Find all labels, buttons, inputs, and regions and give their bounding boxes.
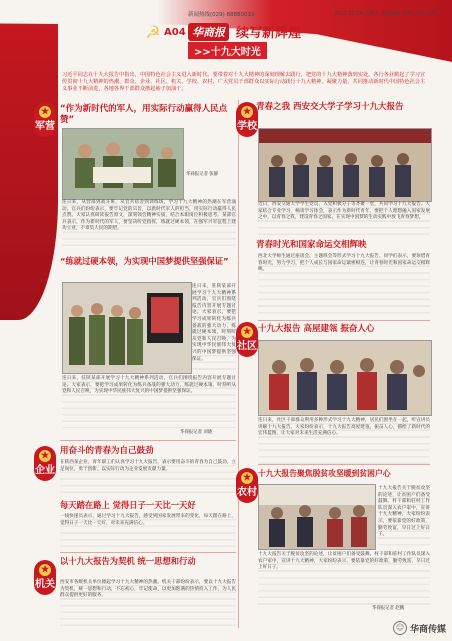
soldiers-screen-image bbox=[63, 283, 191, 373]
tag-enterprise bbox=[34, 446, 56, 481]
village-body: 十九大报告关于脱贫攻坚的论述，让贫困户们备受鼓舞。村干部和驻村工作队员深入农户家中，宣讲十九大精神，大家纷纷表示，要依靠党的好政策，勤劳致富，早日过上好日子。 bbox=[258, 552, 430, 606]
school-photo bbox=[258, 128, 432, 202]
enterprise-headline-2: 每天踏在路上 觉得日子一天比一天好 bbox=[60, 500, 196, 510]
star-icon: ★ bbox=[242, 473, 252, 483]
hotline-text: 新闻热线(029) 88880033 bbox=[188, 12, 255, 18]
tag-village bbox=[236, 468, 258, 503]
tag-army-label: 军营 bbox=[35, 121, 55, 132]
village-body-side: 十九大报告关于脱贫攻坚的论述，让贫困户们备受鼓舞。村干部和驻村工作队员深入农户家中，宣讲十九大精神，大家纷纷表示，要依靠党的好政策，勤劳致富，早日过上好日子。 bbox=[378, 486, 430, 548]
tag-agency bbox=[34, 560, 56, 595]
subtitle-bar: >>十九大时光 bbox=[188, 42, 267, 59]
star-icon: ★ bbox=[40, 565, 50, 575]
army-body-1: 连日来，从营部到战斗班，从官兵宿舍到训练场，学习十九大精神的热潮在军营涌动。官兵们纷纷表示，要牢记党的宗旨，以新时代军人的担当，用实际行动赢得人民点赞。大家认真研读报告原文，深刻领会精神实质，结合本职岗位积极思考。某部官兵表示，作为新时代的军人，要坚决听党指挥，练就过硬本领，在强军兴军征程上建功立业，不辜负人民的期望。 bbox=[62, 200, 236, 250]
community-photo bbox=[258, 340, 432, 416]
section-divider-right-2 bbox=[258, 464, 430, 465]
village-headline: 十九大报告聚焦脱贫攻坚暖到贫困户心 bbox=[258, 469, 391, 478]
tag-enterprise-label: 企业 bbox=[35, 465, 55, 476]
community-body: 连日来，社区干部群众利用多种形式学习十九大精神，居民们围坐在一起，听宣讲员讲解十九大报告。大家纷纷表示，十九大报告高屋建瓴、振奋人心，描绘了新时代的宏伟蓝图，让大家对未来生活充满信心。 bbox=[258, 418, 430, 466]
soldiers-reading-image bbox=[63, 129, 183, 199]
army-headline-1: “作为新时代的军人，用实际行动赢得人民点赞” bbox=[60, 104, 228, 125]
watermark bbox=[393, 621, 446, 635]
village-credit: 华商报记者 赵鹏 bbox=[372, 606, 405, 611]
section-title: 续写新辉煌 bbox=[236, 26, 302, 41]
tag-school bbox=[236, 102, 258, 137]
issue-line: 2017.11.24 星期五 策划编辑 张晓 美编 刘博 bbox=[334, 11, 436, 17]
star-icon: ★ bbox=[242, 107, 252, 117]
tag-community bbox=[236, 322, 258, 357]
community-headline: 十九大报告 高屋建瓴 振奋人心 bbox=[258, 324, 375, 334]
party-emblem-icon: ☭ bbox=[145, 23, 161, 43]
column-divider bbox=[238, 100, 239, 628]
residents-meeting-image bbox=[259, 341, 431, 415]
students-meeting-image bbox=[259, 129, 431, 201]
page-number: A04 bbox=[164, 27, 186, 38]
school-body-2: 西北大学师生通过座谈会、主题班会等形式学习十九大报告。同学们表示，要珍惜青春时光，努力学习，把个人成长与国家命运紧密相连，让青春时光和国家命运交相辉映。 bbox=[258, 254, 430, 318]
page-header bbox=[0, 0, 452, 62]
army-headline-2: “练就过硬本领，为实现中国梦提供坚强保证” bbox=[60, 256, 229, 266]
school-headline-1: 青春之我 西安交大学子学习十九大报告 bbox=[256, 102, 404, 112]
army-photo-2 bbox=[62, 282, 192, 374]
watermark-text: 华商传媒 bbox=[409, 624, 446, 635]
school-body-1: 近日，西安交通大学学生党员、入党积极分子等齐聚一堂，共同学习十九大报告。大家结合专业学习，畅谈学习体会，表示作为新时代青年，要把个人理想融入国家发展之中，以青春之我，建设青春之国家，在实现中国梦的生动实践中放飞青春梦想。 bbox=[258, 202, 430, 238]
army-credit-2: 华商报记者 刘晓 bbox=[180, 430, 213, 435]
school-headline-2: 青春时光和国家命运交相辉映 bbox=[256, 240, 367, 250]
army-photo-credit-1: 华商报记者 张静 bbox=[186, 172, 219, 177]
star-icon: ★ bbox=[40, 107, 50, 117]
army-photo-1 bbox=[62, 128, 184, 200]
agency-headline: 以十九大报告为契机 统一思想和行动 bbox=[60, 556, 196, 566]
village-photo bbox=[258, 484, 376, 550]
section-divider-right-1 bbox=[258, 320, 430, 321]
tag-school-label: 学校 bbox=[237, 121, 257, 132]
wechat-icon: ☺ bbox=[393, 621, 407, 635]
section-divider-left-2 bbox=[60, 552, 236, 553]
enterprise-body-2: 一线快递员表示，通过学习十九大报告，感受到国家发展带来的变化，每天踏在路上，觉得日子一天比一天好，对未来充满信心。 bbox=[60, 514, 236, 548]
tag-community-label: 社区 bbox=[237, 341, 257, 352]
tag-agency-label: 机关 bbox=[35, 579, 55, 590]
enterprise-headline-1: 用奋斗的青春为自己鼓劲 bbox=[60, 446, 154, 456]
tag-village-label: 农村 bbox=[237, 487, 257, 498]
agency-body: 西安市各级机关单位掀起学习十九大精神的热潮。机关干部纷纷表示，要以十九大报告为契机，统一思想和行动，不忘初心，牢记使命，以更加饱满的热情投入工作，为人民群众提供更好的服务。 bbox=[60, 580, 236, 626]
intro-paragraph: 习近平同志在十九大报告中指出，中国特色社会主义进入新时代。要带着对十九大精神的深刻理解去践行，把党的十九大精神落到实处。各行各业掀起了学习宣传贯彻十九大精神的热潮，群众、企业、社区、机关、学校、农村，广大党员干部群众以实际行动践行十九大精神，凝聚力量，共同推动新时代中国特色社会主义事业不断前进，各地各界干部群众撸起袖子加油干。 bbox=[62, 72, 426, 92]
star-icon: ★ bbox=[40, 451, 50, 461]
star-icon: ★ bbox=[242, 327, 252, 337]
section-divider-left bbox=[60, 440, 236, 441]
paper-logo: 华商报 bbox=[188, 23, 229, 41]
villagers-visit-image bbox=[259, 485, 375, 549]
army-body-2-side: 连日来，驻陕某部开展学习十九大精神系列活动，官兵们围绕报告内容开展专题讨论。大家表示，要把学习成果转化为练兵备战的强大动力，练就过硬本领，时刻听从党和人民召唤，为实现中华民族伟大复兴的中国梦提供坚强保证。 bbox=[192, 284, 236, 372]
army-body-2: 连日来，驻陕某部开展学习十九大精神系列活动，官兵们围绕报告内容开展专题讨论。大家表示，要把学习成果转化为练兵备战的强大动力，练就过硬本领，时刻听从党和人民召唤，为实现中华民族伟大复兴的中国梦提供坚强保证。 bbox=[62, 376, 236, 428]
tag-army bbox=[34, 102, 56, 137]
enterprise-body-1: 在陕西某企业，青年职工们认真学习十九大报告，表示要用奋斗的青春为自己鼓劲，立足岗位，勇于创新，以实际行动为企业发展贡献力量。 bbox=[60, 460, 236, 498]
